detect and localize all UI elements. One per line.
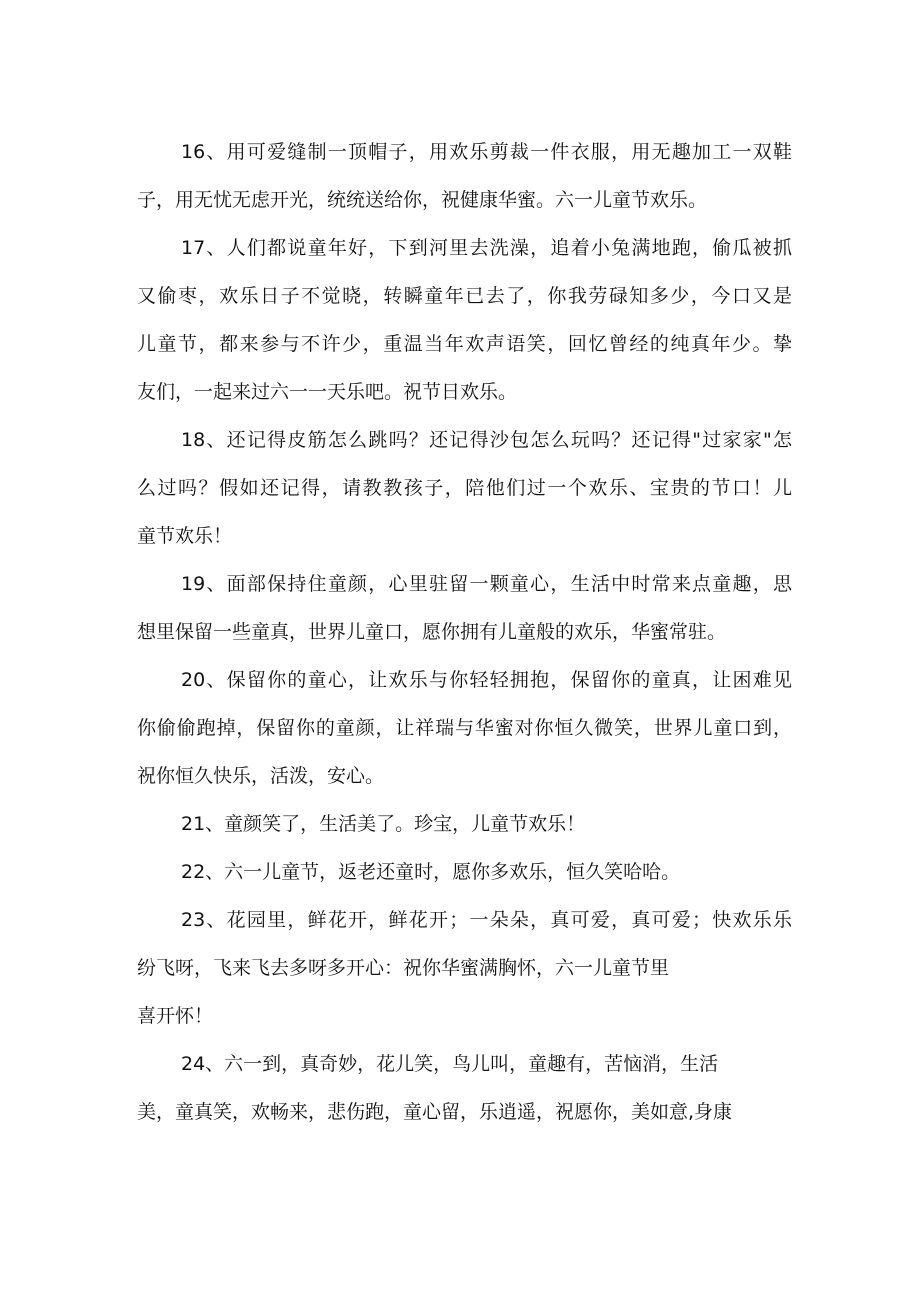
- paragraph-24-line-1: 24、六一到，真奇妙，花儿笑，鸟儿叫，童趣有，苦恼消，生活: [181, 1053, 719, 1075]
- paragraph-24-line-2: 美，童真笑，欢畅来，悲伤跑，童心留，乐逍遥，祝愿你，美如意,身康: [137, 1101, 733, 1123]
- paragraph-23-line-3: 喜开怀！: [137, 1005, 214, 1027]
- paragraph-20-line-1: 20、保留你的童心，让欢乐与你轻轻拥抱，保留你的童真，让困难见: [181, 669, 792, 691]
- paragraph-19-line-1: 19、面部保持住童颜，心里驻留一颗童心，生活中时常来点童趣，思: [181, 573, 792, 595]
- paragraph-16-line-1: 16、用可爱缝制一顶帽子，用欢乐剪裁一件衣服，用无趣加工一双鞋: [181, 141, 792, 163]
- paragraph-23-line-2: 纷飞呀，飞来飞去多呀多开心：祝你华蜜满胸怀，六一儿童节里: [137, 957, 670, 979]
- paragraph-16-line-2: 子，用无忧无虑开光，统统送给你，祝健康华蜜。六一儿童节欢乐。: [137, 189, 708, 211]
- paragraph-17-line-3: 儿童节，都来参与不许少，重温当年欢声语笑，回忆曾经的纯真年少。挚: [137, 333, 792, 355]
- paragraph-21-line-1: 21、童颜笑了，生活美了。珍宝，儿童节欢乐！: [181, 813, 586, 835]
- document-body: [137, 128, 792, 1136]
- paragraph-18-line-3: 童节欢乐！: [137, 525, 233, 547]
- paragraph-18-line-2: 么过吗？假如还记得，请教教孩子，陪他们过一个欢乐、宝贵的节口！儿: [137, 477, 792, 499]
- paragraph-19-line-2: 想里保留一些童真，世界儿童口，愿你拥有儿童般的欢乐，华蜜常驻。: [137, 621, 727, 643]
- paragraph-23-line-1: 23、花园里，鲜花开，鲜花开；一朵朵，真可爱，真可爱；快欢乐乐: [181, 909, 792, 931]
- paragraph-20-line-2: 你偷偷跑掉，保留你的童颜，让祥瑞与华蜜对你恒久微笑，世界儿童口到，: [137, 717, 792, 739]
- paragraph-22-line-1: 22、六一儿童节，返老还童时，愿你多欢乐，恒久笑哈哈。: [181, 861, 681, 883]
- paragraph-20-line-3: 祝你恒久快乐，活泼，安心。: [137, 765, 385, 787]
- paragraph-18-line-1: 18、还记得皮筋怎么跳吗？还记得沙包怎么玩吗？还记得"过家家"怎: [181, 429, 792, 451]
- paragraph-17-line-4: 友们，一起来过六一一天乐吧。祝节日欢乐。: [137, 381, 518, 403]
- paragraph-17-line-2: 又偷枣，欢乐日子不觉晓，转瞬童年已去了，你我劳碌知多少，今口又是: [137, 285, 792, 307]
- paragraph-17-line-1: 17、人们都说童年好，下到河里去洗澡，追着小兔满地跑，偷瓜被抓: [181, 237, 792, 259]
